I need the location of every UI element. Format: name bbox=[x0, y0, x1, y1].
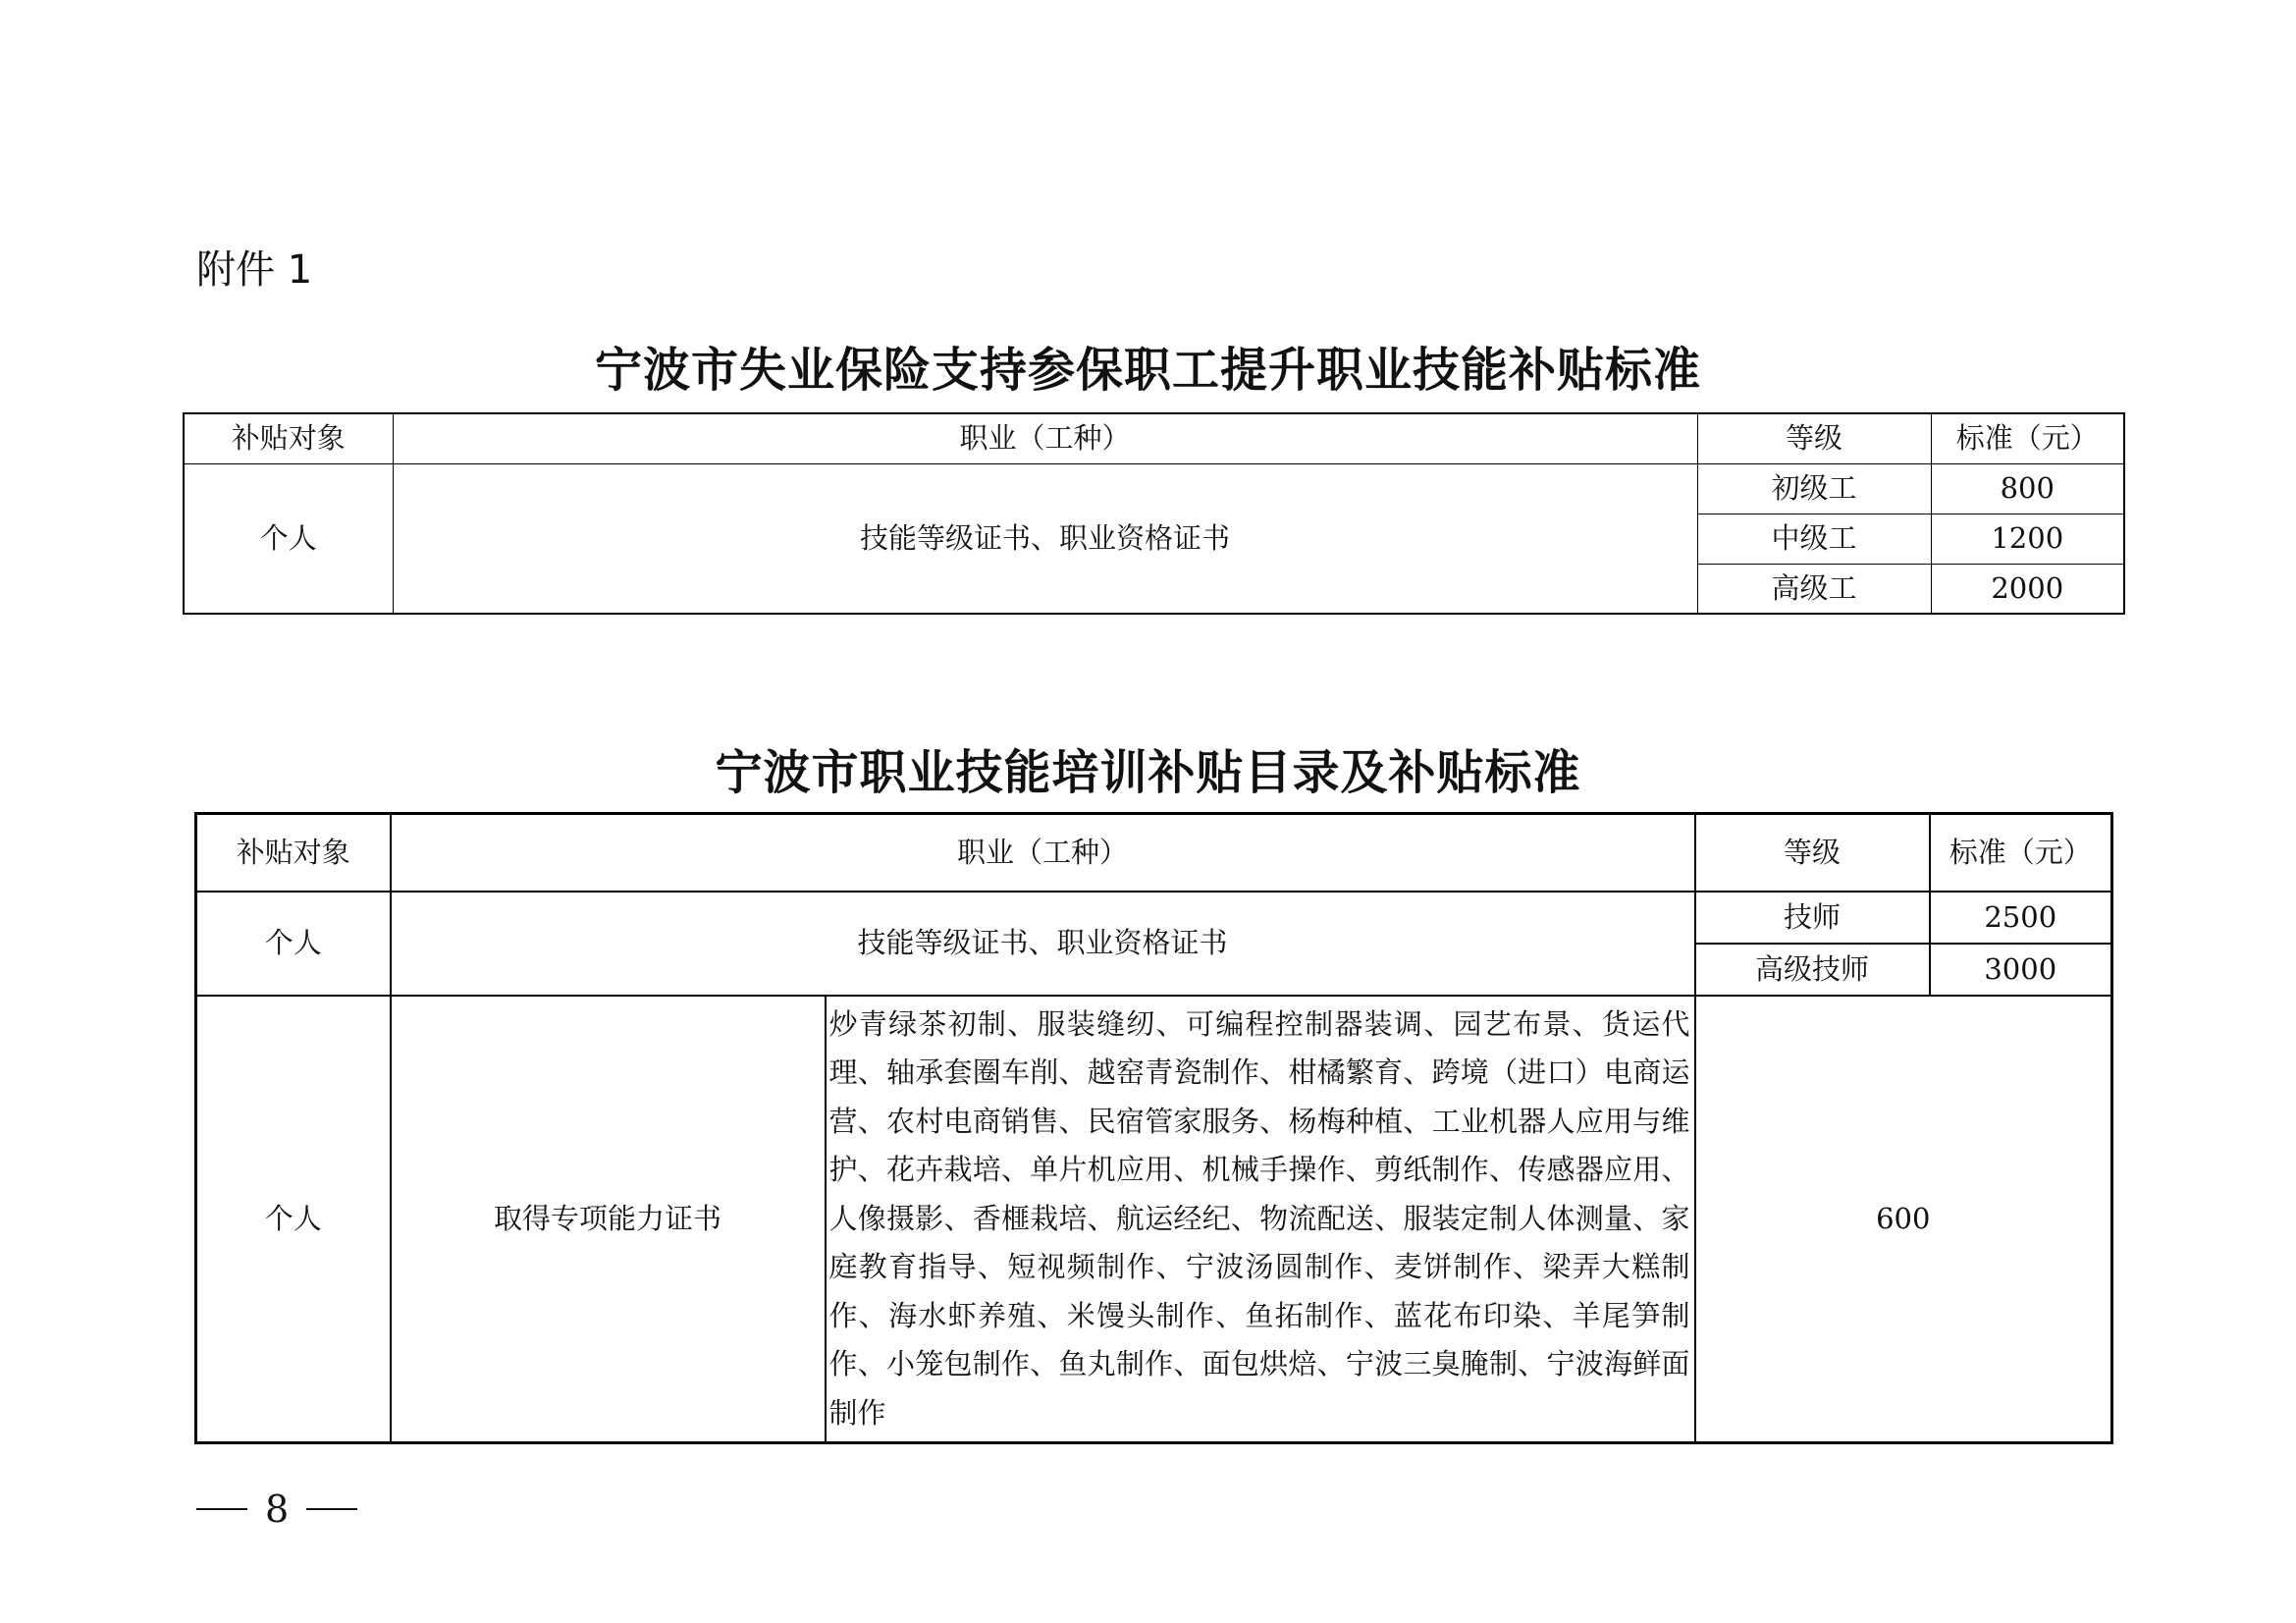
amount-cell: 3000 bbox=[1930, 944, 2112, 996]
training-subsidy-catalog-table bbox=[194, 812, 2113, 1444]
page-number: 8 bbox=[265, 1488, 290, 1531]
table2-title: 宁波市职业技能培训补贴目录及补贴标准 bbox=[715, 745, 1581, 800]
header-standard: 标准（元） bbox=[1931, 413, 2124, 463]
amount-cell: 800 bbox=[1931, 463, 2124, 514]
target-cell: 个人 bbox=[196, 996, 391, 1443]
amount-cell: 600 bbox=[1695, 996, 2112, 1443]
level-cell: 高级工 bbox=[1697, 564, 1931, 614]
table-header-row bbox=[184, 413, 2124, 463]
header-occupation: 职业（工种） bbox=[391, 814, 1695, 892]
level-cell: 高级技师 bbox=[1695, 944, 1930, 996]
header-level: 等级 bbox=[1695, 814, 1930, 892]
amount-cell: 2000 bbox=[1931, 564, 2124, 614]
level-cell: 初级工 bbox=[1697, 463, 1931, 514]
footer-dash-right bbox=[306, 1508, 357, 1510]
header-level: 等级 bbox=[1697, 413, 1931, 463]
header-standard: 标准（元） bbox=[1930, 814, 2112, 892]
level-cell: 中级工 bbox=[1697, 514, 1931, 564]
amount-cell: 1200 bbox=[1931, 514, 2124, 564]
level-cell: 技师 bbox=[1695, 892, 1930, 944]
table-row bbox=[196, 996, 2112, 1443]
annex-label: 附件 1 bbox=[196, 247, 313, 293]
unemployment-insurance-subsidy-table bbox=[183, 412, 2125, 615]
page-footer bbox=[196, 1488, 357, 1531]
amount-cell: 2500 bbox=[1930, 892, 2112, 944]
target-cell: 个人 bbox=[196, 892, 391, 996]
category-cell: 取得专项能力证书 bbox=[391, 996, 826, 1443]
occupation-list-cell: 炒青绿茶初制、服装缝纫、可编程控制器装调、园艺布景、货运代理、轴承套圈车削、越窑青瓷制作、柑橘繁育、跨境（进口）电商运营、农村电商销售、民宿管家服务、杨梅种植、工业机器人应用与维护、花卉栽培、单片机应用、机械手操作、剪纸制作、传感器应用、人像摄影、香榧栽培、航运经纪、物流配送、服装定制人体测量、家庭教育指导、短视频制作、宁波汤圆制作、麦饼制作、梁弄大糕制作、海水虾养殖、米馒头制作、鱼拓制作、蓝花布印染、羊尾笋制作、小笼包制作、鱼丸制作、面包烘焙、宁波三臭腌制、宁波海鲜面制作 bbox=[826, 996, 1695, 1443]
footer-dash-left bbox=[196, 1508, 247, 1510]
table-row bbox=[184, 463, 2124, 514]
header-occupation: 职业（工种） bbox=[393, 413, 1697, 463]
header-target: 补贴对象 bbox=[184, 413, 393, 463]
table-row bbox=[196, 892, 2112, 944]
table1-title: 宁波市失业保险支持参保职工提升职业技能补贴标准 bbox=[594, 343, 1701, 398]
occupation-cell: 技能等级证书、职业资格证书 bbox=[393, 463, 1697, 614]
table-header-row bbox=[196, 814, 2112, 892]
occupation-cell: 技能等级证书、职业资格证书 bbox=[391, 892, 1695, 996]
target-cell: 个人 bbox=[184, 463, 393, 614]
header-target: 补贴对象 bbox=[196, 814, 391, 892]
